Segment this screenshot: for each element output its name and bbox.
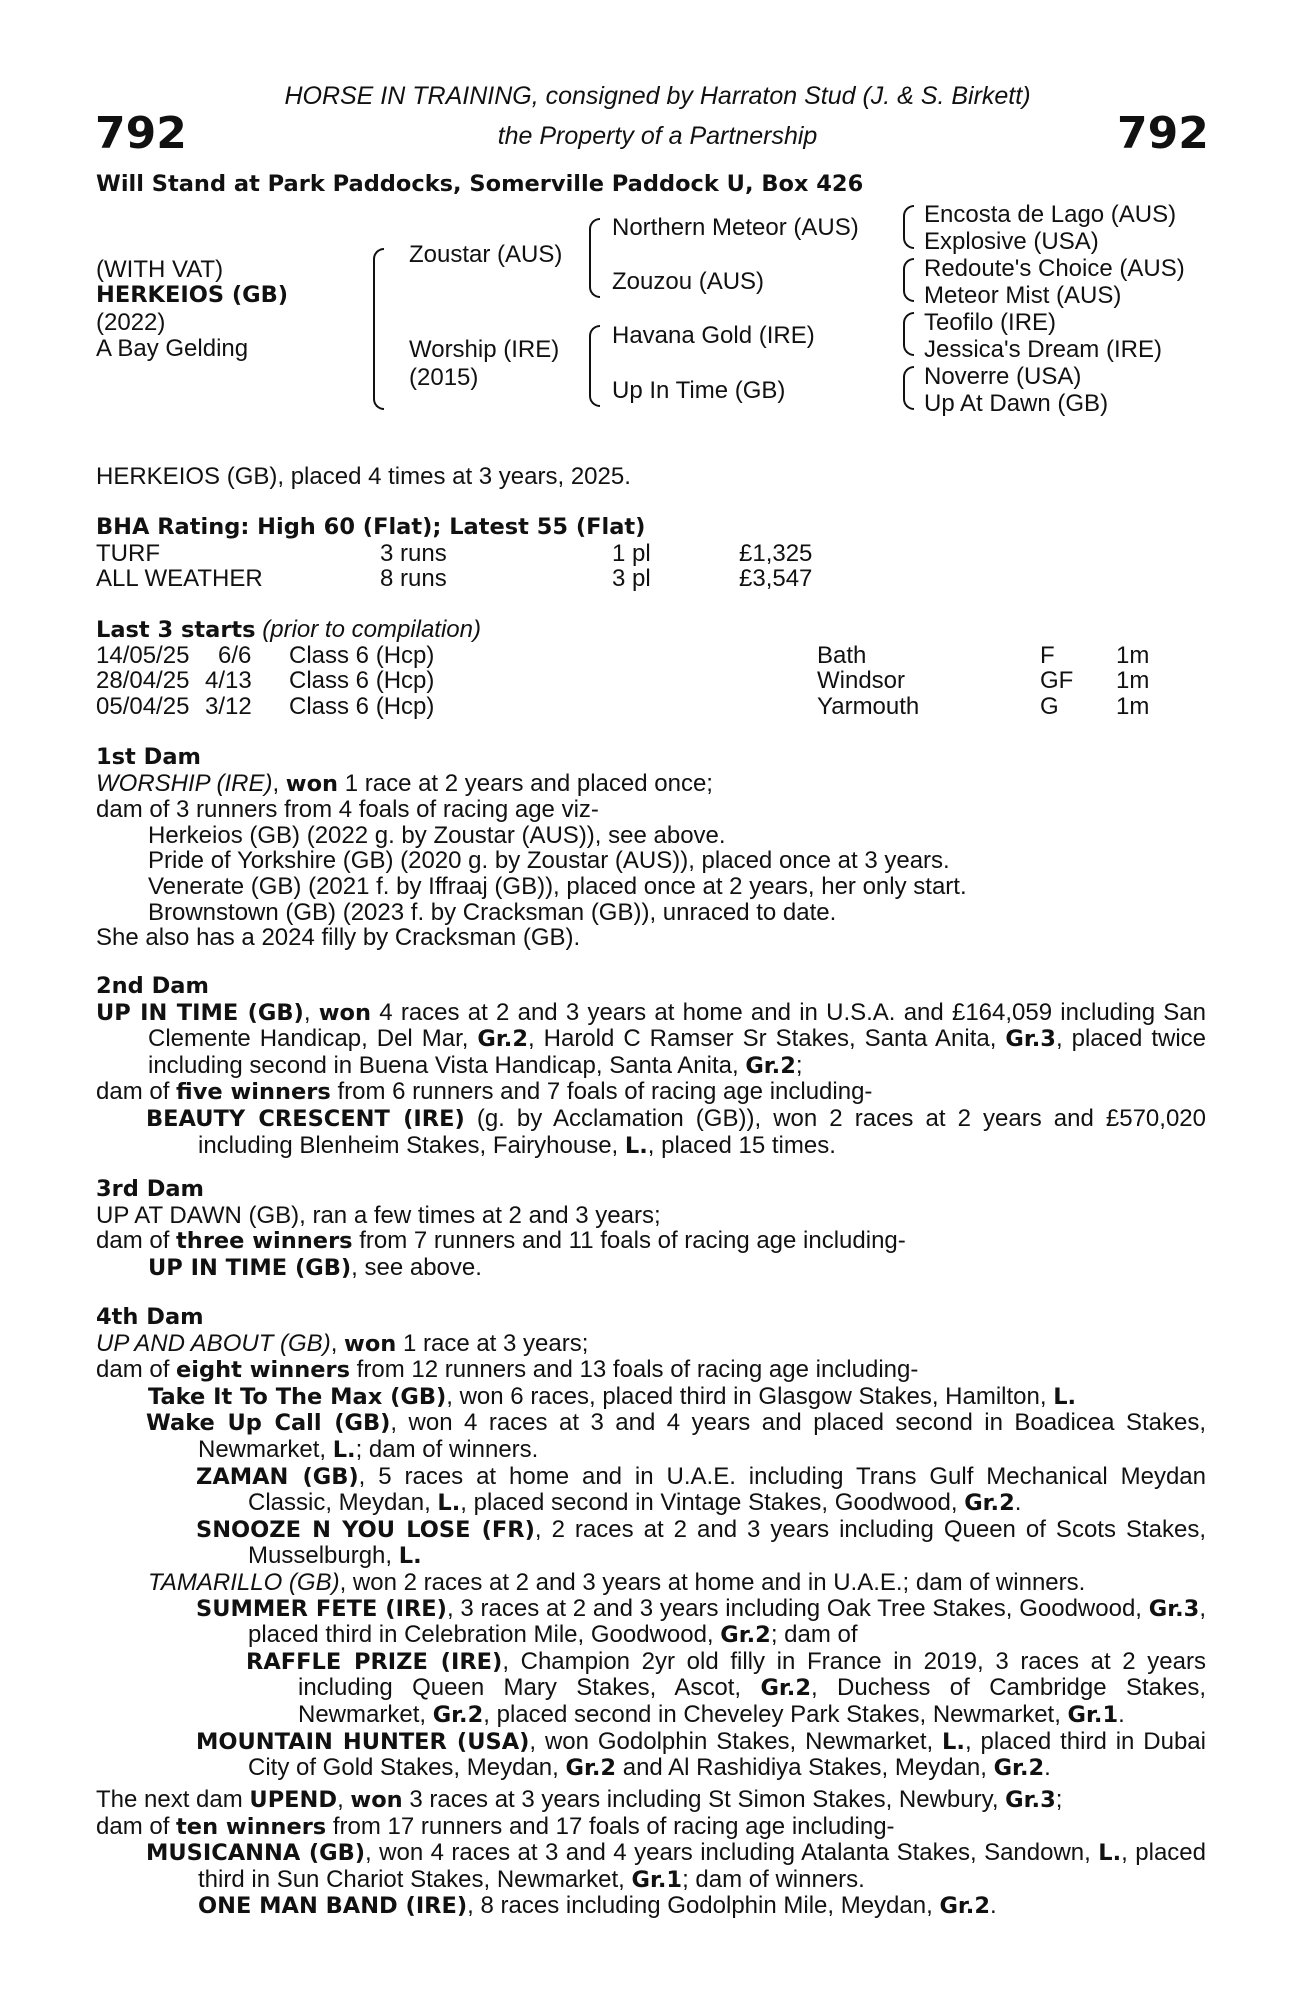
dam-record: WORSHIP (IRE), won 1 race at 2 years and placed once; [96, 769, 713, 797]
text: dam of [96, 1356, 177, 1384]
listed-label: L. [1098, 1840, 1122, 1867]
text: . [1014, 1489, 1022, 1517]
placings: 3 pl [612, 565, 651, 592]
progeny-item: Herkeios (GB) (2022 g. by Zoustar (AUS)), see above. [148, 821, 726, 849]
winners-count: three winners [176, 1228, 353, 1255]
progeny-item [96, 1649, 1206, 1729]
grade-label: Gr.3 [1148, 1595, 1200, 1622]
progeny-item [96, 1840, 1206, 1893]
progeny-item [96, 1893, 1206, 1920]
dam-of-line [96, 1228, 1206, 1255]
progeny-name: BEAUTY CRESCENT (IRE) [146, 1105, 465, 1132]
text: from 6 runners and 7 foals of racing age including- [330, 1078, 873, 1106]
progeny-name: TAMARILLO (GB) [148, 1568, 340, 1596]
grade-label: Gr.1 [1067, 1701, 1119, 1728]
text: ; dam of winners. [355, 1435, 539, 1463]
starts-heading-line [96, 617, 481, 644]
dam-year: (2015) [409, 364, 479, 391]
grade-label: Gr.3 [1005, 1026, 1056, 1053]
race: Class 6 (Hcp) [289, 642, 435, 669]
dam-name: UP AND ABOUT (GB) [96, 1329, 331, 1357]
text: . [1118, 1700, 1125, 1728]
dam-of-line [96, 1814, 1206, 1841]
location-line: Will Stand at Park Paddocks, Somerville Paddock U, Box 426 [96, 171, 864, 197]
text: ; dam of winners. [682, 1865, 865, 1893]
listed-label: L. [398, 1543, 422, 1570]
dam-name: WORSHIP (IRE) [96, 769, 273, 797]
race: Class 6 (Hcp) [289, 667, 435, 694]
position: 3/12 [205, 693, 252, 720]
text: . [990, 1892, 997, 1920]
text: , won 2 races at 2 and 3 years at home and in U.A.E.; dam of winners. [339, 1568, 1086, 1596]
going: GF [1040, 667, 1074, 694]
text: , Harold C Ramser Sr Stakes, Santa Anita, [527, 1025, 1006, 1053]
brace-g4-3 [903, 312, 914, 356]
progeny-name: RAFFLE PRIZE (IRE) [246, 1648, 503, 1675]
progeny-item [96, 1410, 1206, 1463]
grade-label: Gr.2 [720, 1622, 771, 1649]
date: 05/04/25 [96, 693, 190, 720]
distance: 1m [1116, 667, 1150, 694]
text: ; [795, 1051, 803, 1079]
text: , [337, 1786, 351, 1813]
dam-of-line: dam of 3 runners from 4 foals of racing age viz- [96, 796, 599, 824]
first-dam-section [96, 745, 1206, 951]
progeny-name: UP IN TIME (GB) [148, 1254, 352, 1281]
text: , won 4 races at 3 and 4 years including Atalanta Stakes, Sandown, [365, 1839, 1099, 1867]
won-label: won [318, 999, 372, 1026]
text: ; dam of [770, 1621, 858, 1649]
text: from 12 runners and 13 foals of racing age including- [350, 1356, 919, 1384]
section-heading: 1st Dam [96, 744, 201, 770]
gen4-4: Meteor Mist (AUS) [924, 282, 1122, 309]
dam-footer: She also has a 2024 filly by Cracksman (GB). [96, 924, 581, 952]
gen4-7: Noverre (USA) [924, 363, 1082, 390]
grade-label: Gr.2 [939, 1893, 990, 1920]
consignment-line: HORSE IN TRAINING, consigned by Harraton Stud (J. & S. Birkett) [284, 82, 1031, 110]
listed-label: L. [1053, 1383, 1077, 1410]
text: , placed third in Dubai City of Gold Stakes, Meydan, [248, 1727, 1206, 1782]
gen4-5: Teofilo (IRE) [924, 309, 1057, 336]
starts-heading: Last 3 starts [96, 617, 256, 643]
sire: Zoustar (AUS) [409, 241, 563, 268]
surface: TURF [96, 540, 160, 567]
second-dam-section [96, 974, 1206, 1159]
text: , won 4 races at 3 and 4 years and placed second in Boadicea Stakes, Newmarket, [198, 1409, 1206, 1463]
course: Bath [817, 642, 867, 669]
dam-name: UP IN TIME (GB) [96, 999, 304, 1026]
position: 4/13 [205, 667, 252, 694]
start-row [0, 668, 1315, 694]
progeny-item: Brownstown (GB) (2023 f. by Cracksman (GB)), unraced to date. [148, 898, 837, 926]
grade-label: Gr.2 [993, 1755, 1045, 1782]
text: , [303, 998, 319, 1026]
section-heading: 3rd Dam [96, 1176, 204, 1202]
earnings: £1,325 [739, 540, 813, 567]
text: . [1044, 1754, 1051, 1782]
progeny-name: Take It To The Max (GB) [148, 1383, 447, 1410]
progeny-name: SUMMER FETE (IRE) [196, 1595, 447, 1622]
listed-label: L. [437, 1490, 461, 1517]
progeny-name: MOUNTAIN HUNTER (USA) [196, 1728, 530, 1755]
listed-label: L. [942, 1728, 965, 1755]
grade-label: Gr.1 [631, 1866, 683, 1893]
rating-row [0, 541, 1315, 567]
won-label: won [344, 1330, 397, 1357]
brace-g4-2 [903, 258, 914, 302]
text: from 7 runners and 11 foals of racing age including- [352, 1227, 906, 1255]
winners-count: eight winners [176, 1357, 351, 1384]
position: 6/6 [218, 642, 252, 669]
date: 28/04/25 [96, 667, 190, 694]
progeny-name: ZAMAN (GB) [196, 1463, 359, 1490]
distance: 1m [1116, 693, 1150, 720]
next-dam-section [96, 1787, 1206, 1920]
grade-label: Gr.2 [745, 1052, 796, 1079]
course: Yarmouth [817, 693, 920, 720]
dam-record: UP AT DAWN (GB), ran a few times at 2 and 3 years; [96, 1201, 661, 1229]
text: 3 races at 3 years including St Simon Stakes, Newbury, [402, 1786, 1006, 1813]
grade-label: Gr.2 [432, 1701, 484, 1728]
text: , Champion 2yr old filly in France in 2019, 3 races at 2 years including Queen Mary Stakes, Ascot, [298, 1647, 1206, 1702]
text: The next dam [96, 1786, 250, 1813]
grade-label: Gr.2 [477, 1026, 528, 1053]
horse-name: HERKEIOS (GB) [96, 282, 289, 308]
text: , placed twice including second in Buena Vista Handicap, Santa Anita, [148, 1025, 1206, 1079]
progeny-item [96, 1570, 1206, 1596]
progeny-item [96, 1106, 1206, 1159]
course: Windsor [817, 667, 906, 694]
text: , placed second in Cheveley Park Stakes, Newmarket, [483, 1700, 1068, 1728]
text: , Duchess of Cambridge Stakes, Newmarket, [298, 1674, 1207, 1728]
progeny-name: Wake Up Call (GB) [146, 1410, 391, 1437]
dam-sire: Havana Gold (IRE) [612, 322, 815, 349]
grade-label: Gr.3 [1005, 1787, 1056, 1813]
lot-number-left: 792 [95, 108, 187, 159]
text: from 17 runners and 17 foals of racing age including- [326, 1812, 895, 1840]
third-dam-section [96, 1177, 1206, 1281]
race: Class 6 (Hcp) [289, 693, 435, 720]
won-label: won [285, 770, 339, 797]
brace-gen1 [373, 248, 384, 410]
progeny-name: SNOOZE N YOU LOSE (FR) [196, 1516, 535, 1543]
dam-name: UPEND [249, 1787, 338, 1813]
rating-heading: BHA Rating: High 60 (Flat); Latest 55 (Flat) [96, 514, 646, 540]
text: , won Godolphin Stakes, Newmarket, [529, 1727, 943, 1755]
won-label: won [350, 1787, 403, 1813]
text: (g. by Acclamation (GB)), won 2 races at 2 years and £570,020 including Blenheim Stakes, Fairyhouse, [198, 1104, 1206, 1159]
text: dam of [96, 1812, 177, 1840]
gen4-8: Up At Dawn (GB) [924, 390, 1109, 417]
gen4-6: Jessica's Dream (IRE) [924, 336, 1162, 363]
progeny-item [96, 1255, 1206, 1282]
progeny-item [96, 1464, 1206, 1517]
text: dam of [96, 1227, 177, 1255]
grade-label: Gr.2 [565, 1755, 617, 1782]
section-heading: 2nd Dam [96, 973, 209, 999]
brace-g4-1 [903, 205, 914, 249]
progeny-item [96, 1596, 1206, 1649]
dam-of-line [96, 1079, 1206, 1106]
brace-g4-4 [903, 366, 914, 410]
start-row [0, 694, 1315, 720]
starts-note: (prior to compilation) [262, 616, 481, 643]
start-row [0, 643, 1315, 669]
progeny-item [96, 1729, 1206, 1782]
dam-of-line [96, 1357, 1206, 1384]
horse-description: A Bay Gelding [96, 335, 249, 362]
winners-count: ten winners [176, 1813, 327, 1840]
text: , 8 races including Godolphin Mile, Meydan, [467, 1892, 940, 1920]
progeny-name: MUSICANNA (GB) [146, 1840, 366, 1867]
progeny-name: ONE MAN BAND (IRE) [198, 1893, 468, 1920]
horse-year: (2022) [96, 309, 166, 336]
text: dam of [96, 1078, 177, 1106]
progeny-item [96, 1384, 1206, 1411]
listed-label: L. [624, 1132, 648, 1159]
brace-sire [589, 218, 600, 298]
progeny-item: Venerate (GB) (2021 f. by Iffraaj (GB)), placed once at 2 years, her only start. [148, 872, 967, 900]
grade-label: Gr.2 [760, 1675, 811, 1702]
going: G [1040, 693, 1059, 720]
dam-record [96, 1000, 1206, 1080]
text: , placed second in Vintage Stakes, Goodwood, [460, 1489, 965, 1517]
progeny-item [96, 1517, 1206, 1570]
text: , placed 15 times. [647, 1131, 836, 1159]
dam: Worship (IRE) [409, 336, 560, 363]
gen4-3: Redoute's Choice (AUS) [924, 255, 1185, 282]
dam-record: UP AND ABOUT (GB), won 1 race at 3 years; [96, 1329, 589, 1357]
going: F [1040, 642, 1055, 669]
race-summary: HERKEIOS (GB), placed 4 times at 3 years, 2025. [96, 463, 631, 490]
placings: 1 pl [612, 540, 651, 567]
section-heading: 4th Dam [96, 1304, 204, 1330]
text: , 3 races at 2 and 3 years including Oak Tree Stakes, Goodwood, [446, 1594, 1149, 1622]
text: , 5 races at home and in U.A.E. including Trans Gulf Mechanical Meydan Classic, Meydan, [248, 1462, 1206, 1517]
distance: 1m [1116, 642, 1150, 669]
sire-dam: Zouzou (AUS) [612, 268, 765, 295]
surface: ALL WEATHER [96, 565, 263, 592]
fourth-dam-section [96, 1305, 1206, 1782]
listed-label: L. [332, 1436, 356, 1463]
text: and Al Rashidiya Stakes, Meydan, [616, 1754, 994, 1782]
date: 14/05/25 [96, 642, 190, 669]
grade-label: Gr.2 [964, 1490, 1015, 1517]
sire-sire: Northern Meteor (AUS) [612, 214, 859, 241]
text: 1 race at 3 years; [396, 1329, 589, 1357]
text: , placed third in Sun Chariot Stakes, Newmarket, [198, 1839, 1207, 1893]
vat-note: (WITH VAT) [96, 256, 224, 283]
runs: 8 runs [380, 565, 447, 592]
winners-count: five winners [176, 1079, 331, 1106]
text: , 2 races at 2 and 3 years including Queen of Scots Stakes, Musselburgh, [248, 1515, 1206, 1570]
text: , won 6 races, placed third in Glasgow Stakes, Hamilton, [446, 1382, 1054, 1410]
gen4-1: Encosta de Lago (AUS) [924, 201, 1177, 228]
lot-number-right: 792 [1117, 108, 1209, 159]
brace-dam [589, 325, 600, 407]
text: ; [1055, 1786, 1063, 1813]
dam-record-text: 1 race at 2 years and placed once; [338, 769, 713, 797]
text: , see above. [351, 1253, 482, 1281]
dam-dam: Up In Time (GB) [612, 377, 786, 404]
progeny-item: Pride of Yorkshire (GB) (2020 g. by Zoustar (AUS)), placed once at 3 years. [148, 847, 950, 875]
rating-row [0, 566, 1315, 592]
text: 4 races at 2 and 3 years at home and in U.S.A. and £164,059 including San Clemente Handicap, Del Mar, [148, 998, 1206, 1053]
property-line: the Property of a Partnership [497, 122, 818, 150]
gen4-2: Explosive (USA) [924, 228, 1099, 255]
runs: 3 runs [380, 540, 447, 567]
dam-record [96, 1787, 1206, 1814]
text: , placed third in Celebration Mile, Goodwood, [248, 1594, 1206, 1649]
earnings: £3,547 [739, 565, 813, 592]
